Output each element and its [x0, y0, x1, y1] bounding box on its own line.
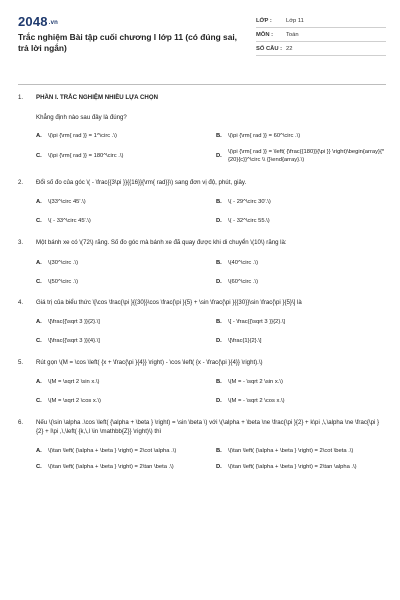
- option-b[interactable]: [216, 318, 386, 326]
- option-c[interactable]: [36, 463, 206, 471]
- question-5: [18, 358, 386, 405]
- option-text: \(\tan \left( {\alpha + \beta } \right) = 2\cot \beta .\): [228, 448, 354, 454]
- site-logo[interactable]: [18, 14, 248, 29]
- meta-value: Lớp 11: [286, 18, 304, 24]
- question-line: [18, 178, 386, 187]
- option-letter: A.: [36, 319, 42, 325]
- meta-value: 22: [286, 46, 293, 52]
- option-text: \(M = - \sqrt 2 \cos x.\): [228, 398, 285, 404]
- question-number: 3.: [18, 239, 24, 246]
- question-3: [18, 238, 386, 286]
- option-text: \(\pi {\rm{ rad }} = 60^\circ .\): [228, 133, 301, 139]
- question-line: [18, 238, 386, 247]
- option-c[interactable]: [36, 217, 206, 225]
- option-letter: D.: [216, 218, 222, 224]
- option-letter: A.: [36, 133, 42, 139]
- option-c[interactable]: [36, 148, 206, 164]
- option-letter: D.: [216, 338, 222, 344]
- question-line: [18, 298, 386, 307]
- question-number: 1.: [18, 94, 24, 101]
- option-text: \(40^\circ .\): [228, 260, 259, 266]
- option-text: \[\frac{1}{2}.\]: [228, 338, 262, 344]
- question-number: 2.: [18, 179, 24, 186]
- option-text: \(\tan \left( {\alpha + \beta } \right) = 2\tan \alpha .\): [228, 464, 357, 470]
- option-a[interactable]: [36, 259, 206, 267]
- meta-row-count: [256, 42, 386, 56]
- option-text: \(33^\circ 45'.\): [48, 199, 86, 205]
- option-letter: A.: [36, 260, 42, 266]
- question-line: [18, 358, 386, 367]
- question-1: [18, 93, 386, 164]
- option-text: \(\tan \left( {\alpha + \beta } \right) = 2\tan \beta .\): [48, 464, 174, 470]
- option-c[interactable]: [36, 337, 206, 345]
- meta-value: Toán: [286, 32, 299, 38]
- option-c[interactable]: [36, 397, 206, 405]
- options: [18, 447, 386, 471]
- option-a[interactable]: [36, 132, 206, 140]
- question-text: Giá trị của biểu thức \[\cos \frac{\pi }{{30}}\cos \frac{\pi }{5} + \sin \frac{\pi }{{30}}\sin \frac{\pi }{5}\] là: [36, 299, 302, 306]
- option-letter: A.: [36, 379, 42, 385]
- meta-row-class: [256, 14, 386, 28]
- option-text: \(M = - \sqrt 2 \sin x.\): [228, 379, 283, 385]
- option-letter: B.: [216, 133, 222, 139]
- options: [18, 198, 386, 225]
- option-text: \(\tan \left( {\alpha + \beta } \right) = 2\cot \alpha .\): [48, 448, 177, 454]
- section-title: PHẦN I. TRẮC NGHIỆM NHIỀU LỰA CHỌN: [36, 94, 158, 101]
- question-prompt-line: [18, 113, 386, 122]
- document-title: Trắc nghiệm Bài tập cuối chương I lớp 11 (có đúng sai, trả lời ngắn): [18, 32, 238, 53]
- option-letter: B.: [216, 379, 222, 385]
- option-letter: C.: [36, 398, 42, 404]
- option-letter: B.: [216, 319, 222, 325]
- option-letter: B.: [216, 199, 222, 205]
- option-a[interactable]: [36, 198, 206, 206]
- option-text: \(M = \sqrt 2 \sin x.\): [48, 379, 100, 385]
- logo-sub: .vn: [48, 19, 59, 26]
- option-letter: B.: [216, 448, 222, 454]
- option-letter: C.: [36, 153, 42, 159]
- question-2: [18, 178, 386, 225]
- option-letter: C.: [36, 279, 42, 285]
- question-number: 4.: [18, 299, 24, 306]
- option-c[interactable]: [36, 278, 206, 286]
- question-4: [18, 298, 386, 345]
- option-text: \( - 29^\circ 30'.\): [228, 199, 271, 205]
- option-d[interactable]: [216, 337, 386, 345]
- option-b[interactable]: [216, 132, 386, 140]
- options: [18, 318, 386, 345]
- option-text: \(M = \sqrt 2 \cos x.\): [48, 398, 101, 404]
- header-left: [18, 14, 248, 54]
- option-letter: D.: [216, 398, 222, 404]
- option-text: \(\pi {\rm{ rad }} = 180^\circ .\): [48, 153, 124, 159]
- option-text: \[\frac{{\sqrt 3 }}{2}.\]: [48, 319, 100, 325]
- question-text: Một bánh xe có \(72\) răng. Số đo góc mà bánh xe đã quay được khi di chuyển \(10\) răng là:: [36, 239, 287, 246]
- option-d[interactable]: [216, 463, 386, 471]
- header: [18, 14, 386, 78]
- option-letter: C.: [36, 338, 42, 344]
- option-text: \( - 33^\circ 45'.\): [48, 218, 91, 224]
- meta-key: LỚP :: [256, 18, 272, 24]
- option-letter: A.: [36, 448, 42, 454]
- option-letter: D.: [216, 279, 222, 285]
- question-number: 6.: [18, 419, 24, 426]
- question-text: Nếu \(\sin \alpha .\cos \left( {\alpha + \beta } \right) = \sin \beta \) với \(\alpha + \beta \ne \frac{\pi }{2} + k\pi ,\,\alpha \ne \frac{\pi }{2} + l\pi ,\,\left( {k,\,l \in \mathbb{Z}} \right)\) thì: [36, 419, 380, 435]
- option-text: \(50^\circ .\): [48, 279, 79, 285]
- question-line: [18, 418, 386, 436]
- option-letter: B.: [216, 260, 222, 266]
- question-line: [18, 93, 386, 102]
- option-letter: D.: [216, 153, 222, 159]
- option-d[interactable]: [216, 278, 386, 286]
- option-a[interactable]: [36, 378, 206, 386]
- option-text: \(30^\circ .\): [48, 260, 79, 266]
- options: [18, 378, 386, 405]
- option-d[interactable]: [216, 397, 386, 405]
- question-6: [18, 418, 386, 471]
- option-text: \(60^\circ .\): [228, 279, 259, 285]
- option-d[interactable]: [216, 148, 386, 164]
- option-a[interactable]: [36, 447, 206, 455]
- spacer: [18, 113, 36, 122]
- meta-row-subject: [256, 28, 386, 42]
- option-letter: C.: [36, 218, 42, 224]
- option-text: \[ - \frac{{\sqrt 3 }}{2}.\]: [228, 319, 286, 325]
- meta-key: SỐ CÂU :: [256, 46, 283, 52]
- option-b[interactable]: [216, 447, 386, 455]
- option-b[interactable]: [216, 259, 386, 267]
- option-text: \(\pi {\rm{ rad }} = 1^\circ .\): [48, 133, 117, 139]
- question-number: 5.: [18, 359, 24, 366]
- option-letter: A.: [36, 199, 42, 205]
- meta-table: [256, 14, 386, 56]
- options: [18, 259, 386, 286]
- option-b[interactable]: [216, 378, 386, 386]
- option-d[interactable]: [216, 217, 386, 225]
- question-text: Đổi số đo của góc \( - \frac{{3\pi }}{{16}}{\rm{ rad}}\) sang đơn vị độ, phút, giây.: [36, 179, 247, 186]
- option-text: \[\frac{{\sqrt 3 }}{4}.\]: [48, 338, 100, 344]
- option-text: \( - 32^\circ 55.\): [228, 218, 270, 224]
- meta-key: MÔN :: [256, 32, 274, 38]
- option-text: \(\pi {\rm{ rad }} = \left( {\frac{{180}}{\pi }} \right)\begin{array}{*{20}{c}}^\circ \\ {}\end{array}.\): [228, 149, 385, 163]
- options: [18, 132, 386, 164]
- header-divider: [18, 84, 386, 85]
- option-letter: D.: [216, 464, 222, 470]
- option-b[interactable]: [216, 198, 386, 206]
- option-a[interactable]: [36, 318, 206, 326]
- logo-main: 2048: [18, 14, 48, 29]
- question-text: Khẳng định nào sau đây là đúng?: [36, 114, 127, 121]
- question-text: Rút gọn \(M = \cos \left( {x + \frac{\pi }{4}} \right) - \cos \left( {x - \frac{\pi }{4}} \right).\): [36, 359, 263, 366]
- option-letter: C.: [36, 464, 42, 470]
